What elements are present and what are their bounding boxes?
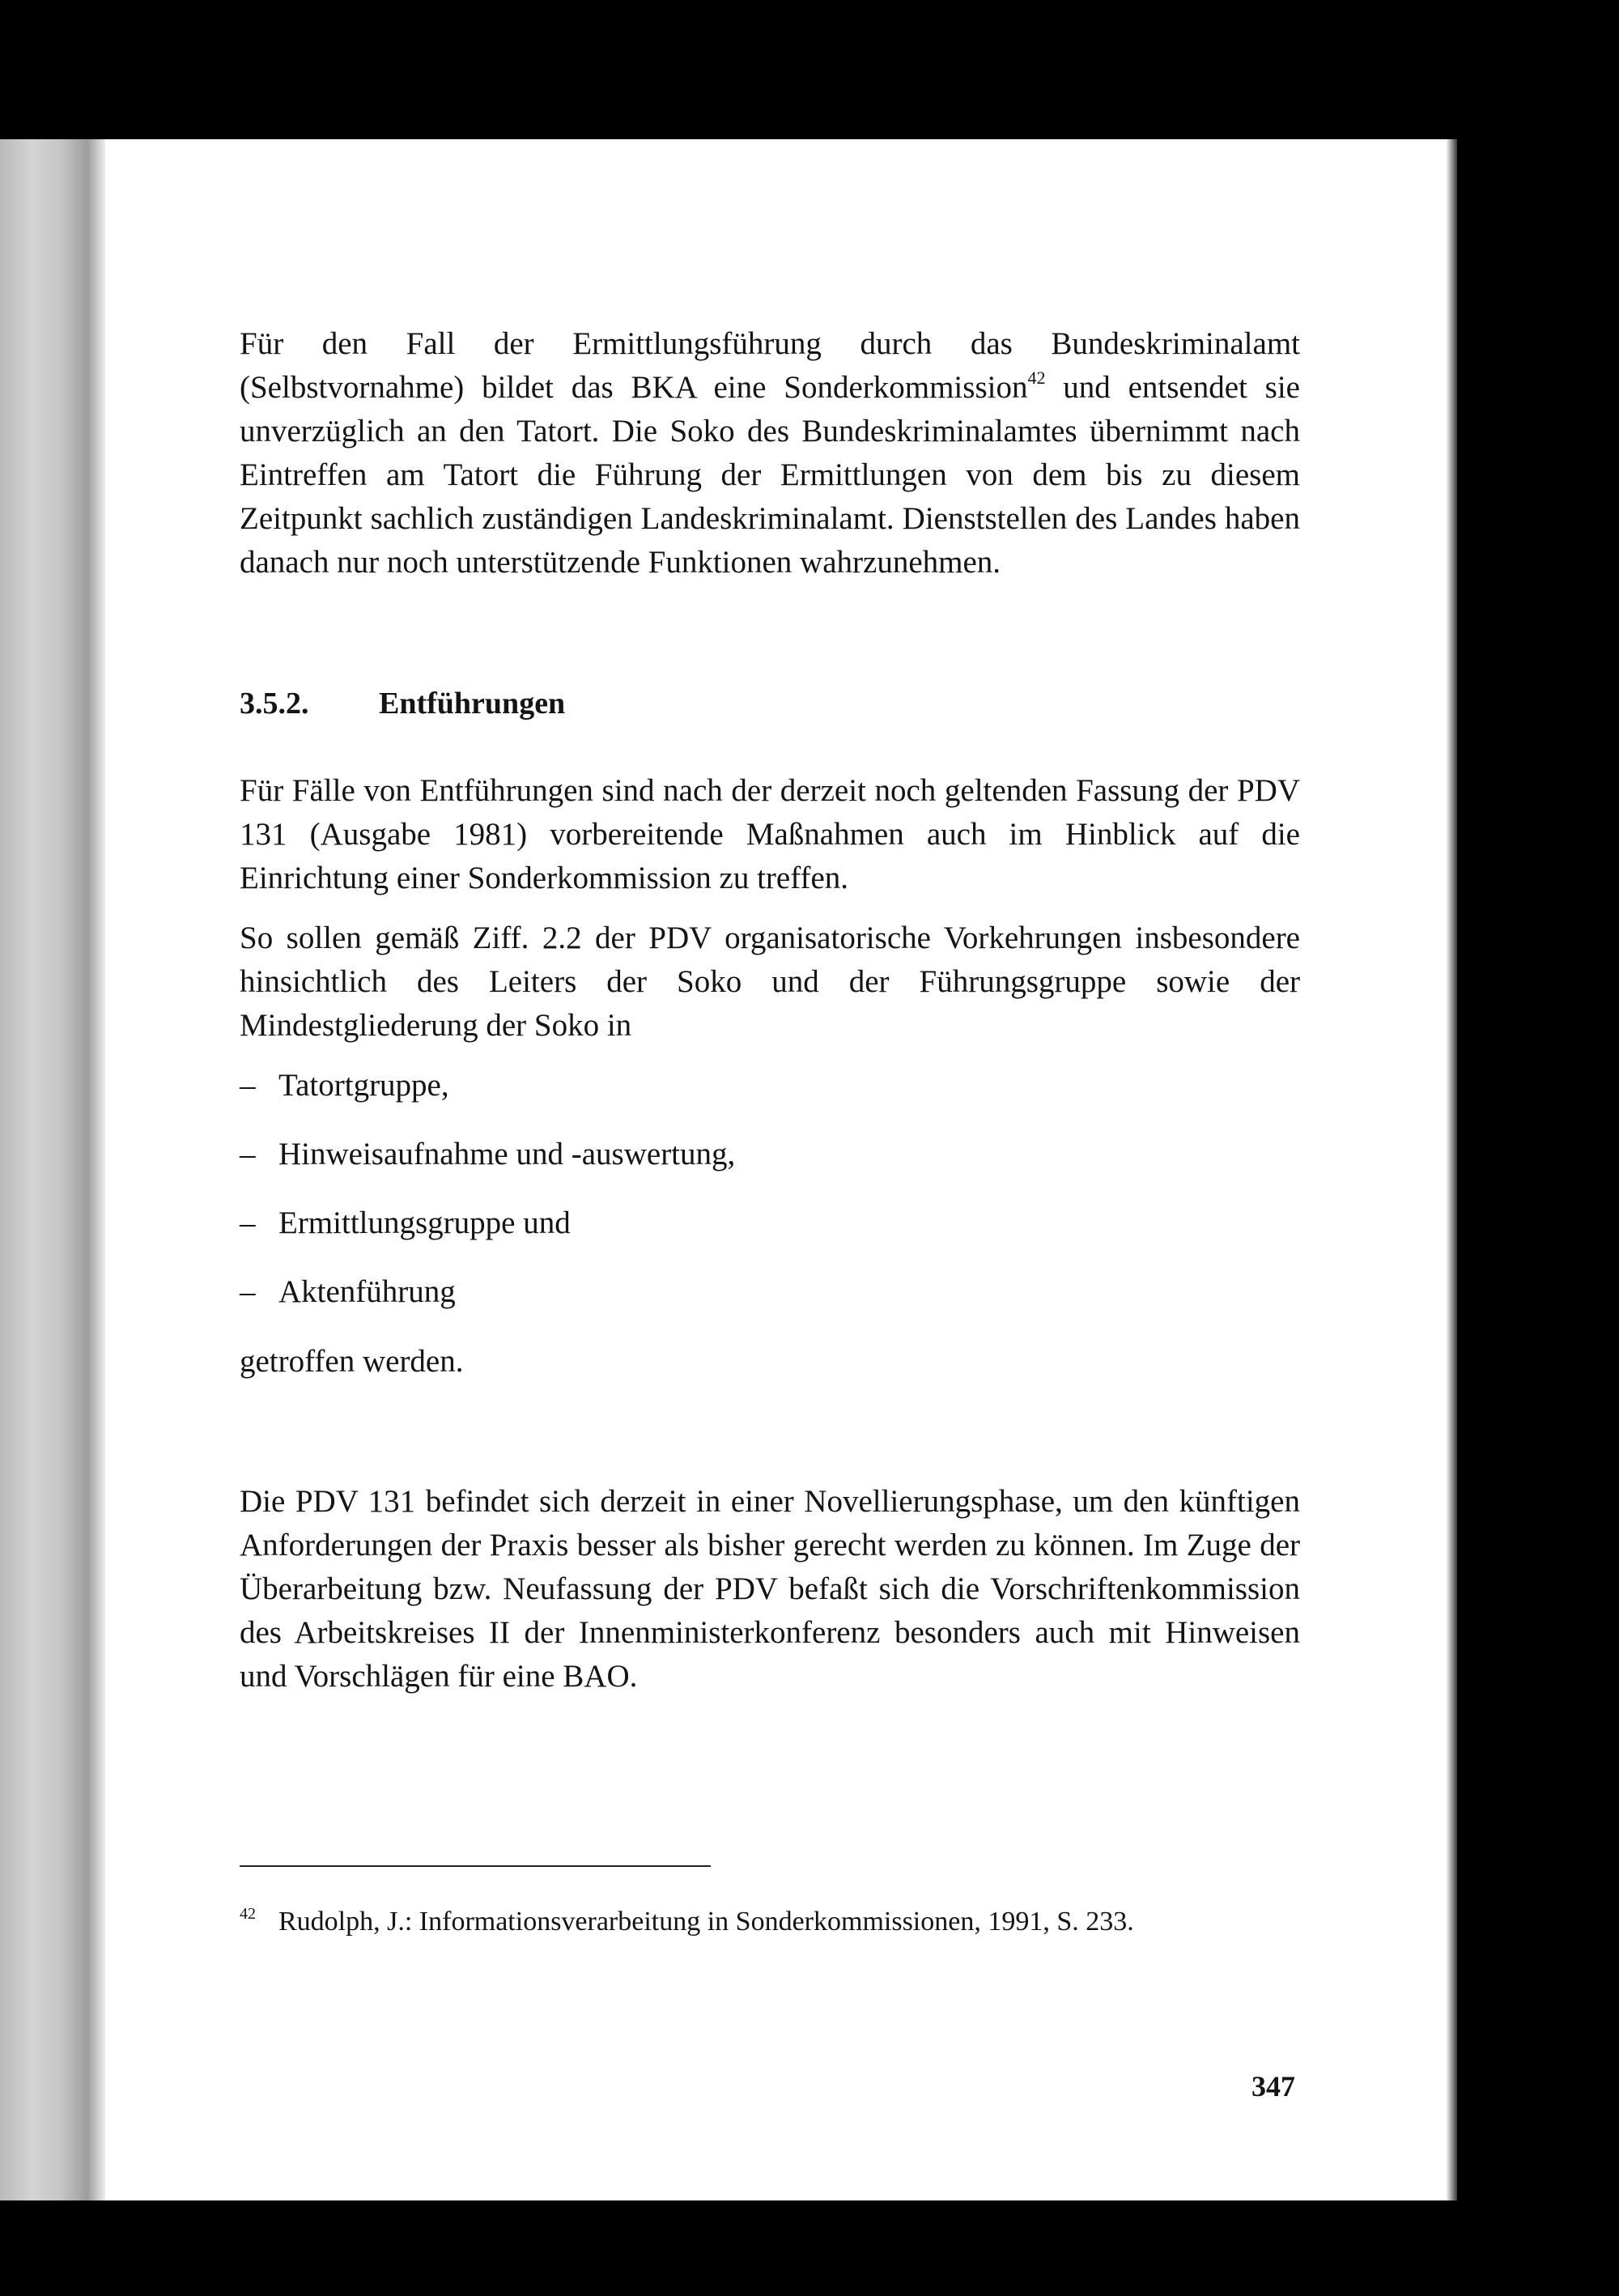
list-item-label: Aktenführung	[278, 1274, 456, 1309]
footnote-reference: 42	[1027, 368, 1046, 388]
page-binding-shadow	[0, 139, 105, 2200]
paragraph-3-text: So sollen gemäß Ziff. 2.2 der PDV organisatorische Vorkehrungen insbesondere hinsichtlich des Leiters der Soko und der Führungsgruppe sowie der Mindestgliederung der Soko in	[240, 921, 1300, 1043]
paragraph-4-text: Die PDV 131 befindet sich derzeit in einer Novellierungsphase, um den künftigen Anforderungen der Praxis besser als bisher gerecht werden zu können. Im Zuge der Überarbeitung bzw. Neufassung der PDV befaßt sich die Vorschriftenkommission des Arbeitskreises II der Innenministerkonferenz besonders auch mit Hinweisen und Vorschlägen für eine BAO.	[240, 1484, 1300, 1694]
list-closing-text: getroffen werden.	[240, 1344, 464, 1379]
list-item	[240, 1201, 571, 1245]
page-right-edge	[1446, 139, 1457, 2200]
paragraph-novellierung	[240, 1480, 1300, 1699]
footnote: 42 Rudolph, J.: Informationsverarbeitung in Sonderkommissionen, 1991, S. 233.	[240, 1905, 1134, 1937]
paragraph-entfuehrungen	[240, 769, 1300, 900]
section-title: Entführungen	[379, 687, 566, 721]
list-item	[240, 1064, 449, 1108]
list-dash: –	[240, 1137, 256, 1171]
list-item-label: Ermittlungsgruppe und	[278, 1205, 571, 1240]
list-item-label: Tatortgruppe,	[278, 1068, 449, 1103]
list-closing	[240, 1340, 464, 1384]
list-item-label: Hinweisaufnahme und -auswertung,	[278, 1137, 736, 1171]
list-item	[240, 1133, 735, 1176]
paragraph-1-text: Für den Fall der Ermittlungsführung durch das Bundeskriminalamt (Selbstvornahme) bildet das BKA eine Sonderkommission	[240, 326, 1300, 405]
book-page	[0, 139, 1457, 2200]
footnote-text: Rudolph, J.: Informationsverarbeitung in Sonderkommissionen, 1991, S. 233.	[278, 1907, 1134, 1937]
paragraph-1-text-continued: und entsendet sie unverzüglich an den Tatort. Die Soko des Bundeskriminalamtes übernimmt nach Eintreffen am Tatort die Führung der Ermittlungen von dem bis zu diesem Zeitpunkt sachlich zuständigen Landeskriminalamt. Dienststellen des Landes haben danach nur noch unterstützende Funktionen wahrzunehmen.	[240, 370, 1300, 580]
section-heading	[240, 682, 565, 725]
list-dash: –	[240, 1068, 256, 1103]
paragraph-ziff-2-2	[240, 916, 1300, 1048]
paragraph-bka-sonderkommission	[240, 322, 1300, 585]
paragraph-2-text: Für Fälle von Entführungen sind nach der derzeit noch geltenden Fassung der PDV 131 (Ausgabe 1981) vorbereitende Maßnahmen auch im Hinblick auf die Einrichtung einer Sonderkommission zu treffen.	[240, 773, 1300, 895]
section-number: 3.5.2.	[240, 687, 309, 721]
list-item	[240, 1270, 456, 1314]
page-number: 347	[1251, 2070, 1295, 2103]
footnote-divider	[240, 1865, 711, 1867]
list-dash: –	[240, 1274, 256, 1309]
list-dash: –	[240, 1205, 256, 1240]
